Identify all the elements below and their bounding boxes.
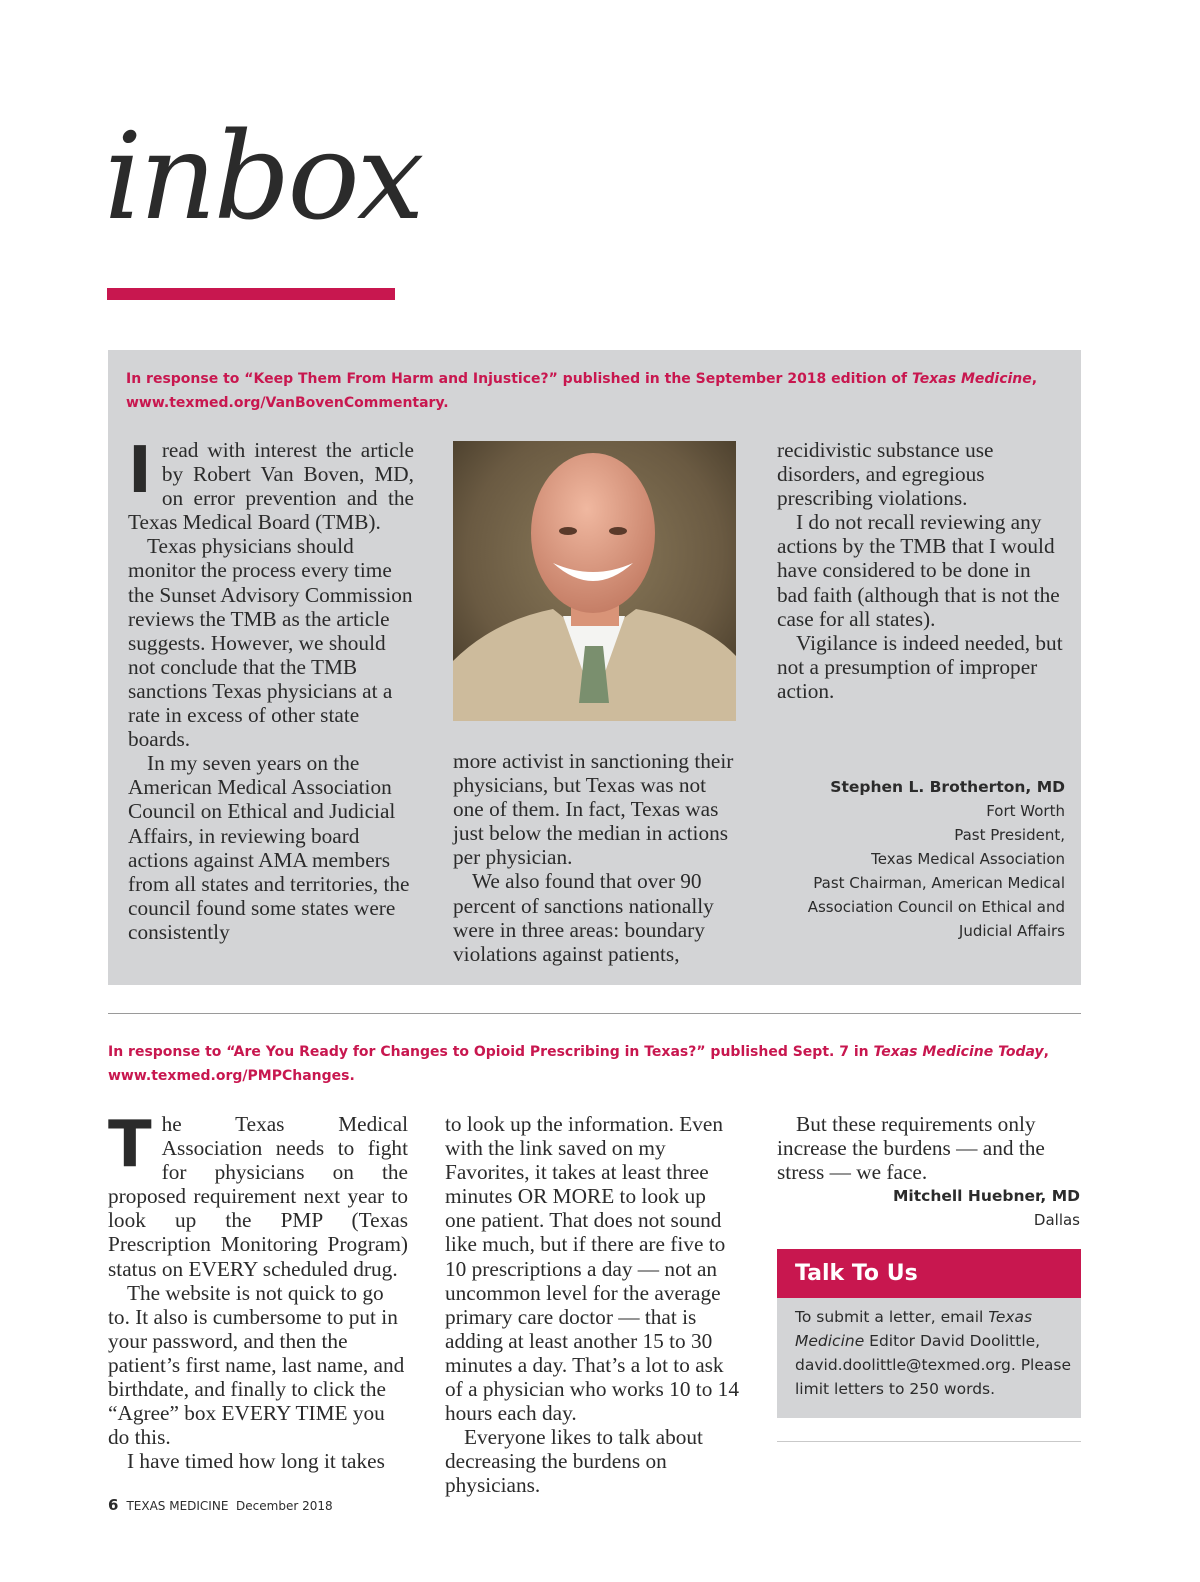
section-divider [108,1013,1081,1014]
submission-instructions: Editor David Doolittle, david.doolittle@texmed.org. Please limit letters to 250 words. [795,1332,1071,1398]
box-bottom-rule [777,1441,1081,1442]
talk-to-us-heading: Talk To Us [777,1249,1081,1298]
author-credential: Past President, [954,826,1065,844]
letter2-column-3: But these requirements only increase the burdens — and the stress — we face. [777,1112,1045,1185]
page-number: 6 [108,1496,119,1514]
talk-to-us-body: To submit a letter, email Texas Medicine Editor David Doolittle, david.doolittle@texmed.org. Please limit letters to 250 words. [777,1298,1081,1418]
drop-cap: T [108,1108,152,1182]
portrait-image [453,441,736,721]
letter2-response-url[interactable]: www.texmed.org/PMPChanges. [108,1068,355,1084]
author-photo [453,441,736,721]
author-credential: Fort Worth [986,802,1065,820]
author-name: Stephen L. Brotherton, MD [830,778,1065,796]
letter2-column-2: to look up the information. Even with the link saved on my Favorites, it takes at least three minutes OR MORE to look up one patient. That does not sound like much, but if there are five to 10 prescriptions a day — not an uncommon level for the average primary care doctor — that is adding at least another 15 to 30 minutes a day. That’s a lot to ask of a physician who works 10 to 14 hours each day. Everyone likes to talk about decreasing the burdens on physicians. [445,1112,739,1498]
letter2-signature [780,1184,1080,1232]
letter1-column-2: more activist in sanctioning their physicians, but Texas was not one of them. In fact, Texas was just below the median in actions per physician. We also found that over 90 percent of sanctions nationally were in three areas: boundary violations against patients, [453,749,734,966]
author-credential: Texas Medical Association [871,850,1065,868]
section-title: inbox [104,108,422,247]
author-credential: Judicial Affairs [958,922,1065,940]
letter2-column-1: The Texas Medical Association needs to fight for physicians on the proposed requirement next year to look up the PMP (Texas Prescription Monitoring Program) status on EVERY scheduled drug. The website is not quick to go to. It also is cumbersome to put in your password, and then the patient’s first name, last name, and birthdate, and finally to click the “Agree” box EVERY TIME you do this. I have timed how long it takes [108,1108,408,1474]
letter1-response-url[interactable]: www.texmed.org/VanBovenCommentary. [126,395,449,411]
letter2-response-note: In response to “Are You Ready for Changes to Opioid Prescribing in Texas?” published Sept. 7 in Texas Medicine Today, www.texmed.org/PMPChanges. [108,1044,1049,1084]
publication-name: Texas Medicine [912,371,1032,387]
drop-cap: I [128,434,152,508]
publication-title: TEXAS MEDICINE [126,1499,229,1513]
letter1-response-note: In response to “Keep Them From Harm and Injustice?” published in the September 2018 edition of Texas Medicine, www.texmed.org/VanBovenCommentary. [126,371,1038,411]
letter1-column-1: Iread with interest the article by Robert Van Boven, MD, on error prevention and the Texas Medical Board (TMB). Texas physicians should monitor the process every time the Sunset Advisory Commission reviews the TMB as the article suggests. However, we should not conclude that the TMB sanctions Texas physicians at a rate in excess of other state boards. In my seven years on the American Medical Association Council on Ethical and Judicial Affairs, in reviewing board actions against AMA members from all states and territories, the council found some states were consistently [128,434,414,944]
author-credential: Association Council on Ethical and [807,898,1065,916]
author-credential: Past Chairman, American Medical [813,874,1065,892]
page-footer [108,1496,333,1514]
author-name: Mitchell Huebner, MD [892,1187,1080,1205]
letter1-signature [780,775,1065,943]
issue-date: December 2018 [236,1499,333,1513]
author-city: Dallas [1033,1211,1080,1229]
letter1-column-3: recidivistic substance use disorders, and egregious prescribing violations. I do not recall reviewing any actions by the TMB that I would have considered to be done in bad faith (although that is not the case for all states). Vigilance is indeed needed, but not a presumption of improper action. [777,438,1063,703]
publication-name: Texas Medicine Today [873,1044,1044,1060]
title-underline [107,288,395,300]
publication-name: Texas Medicine [795,1308,1033,1350]
